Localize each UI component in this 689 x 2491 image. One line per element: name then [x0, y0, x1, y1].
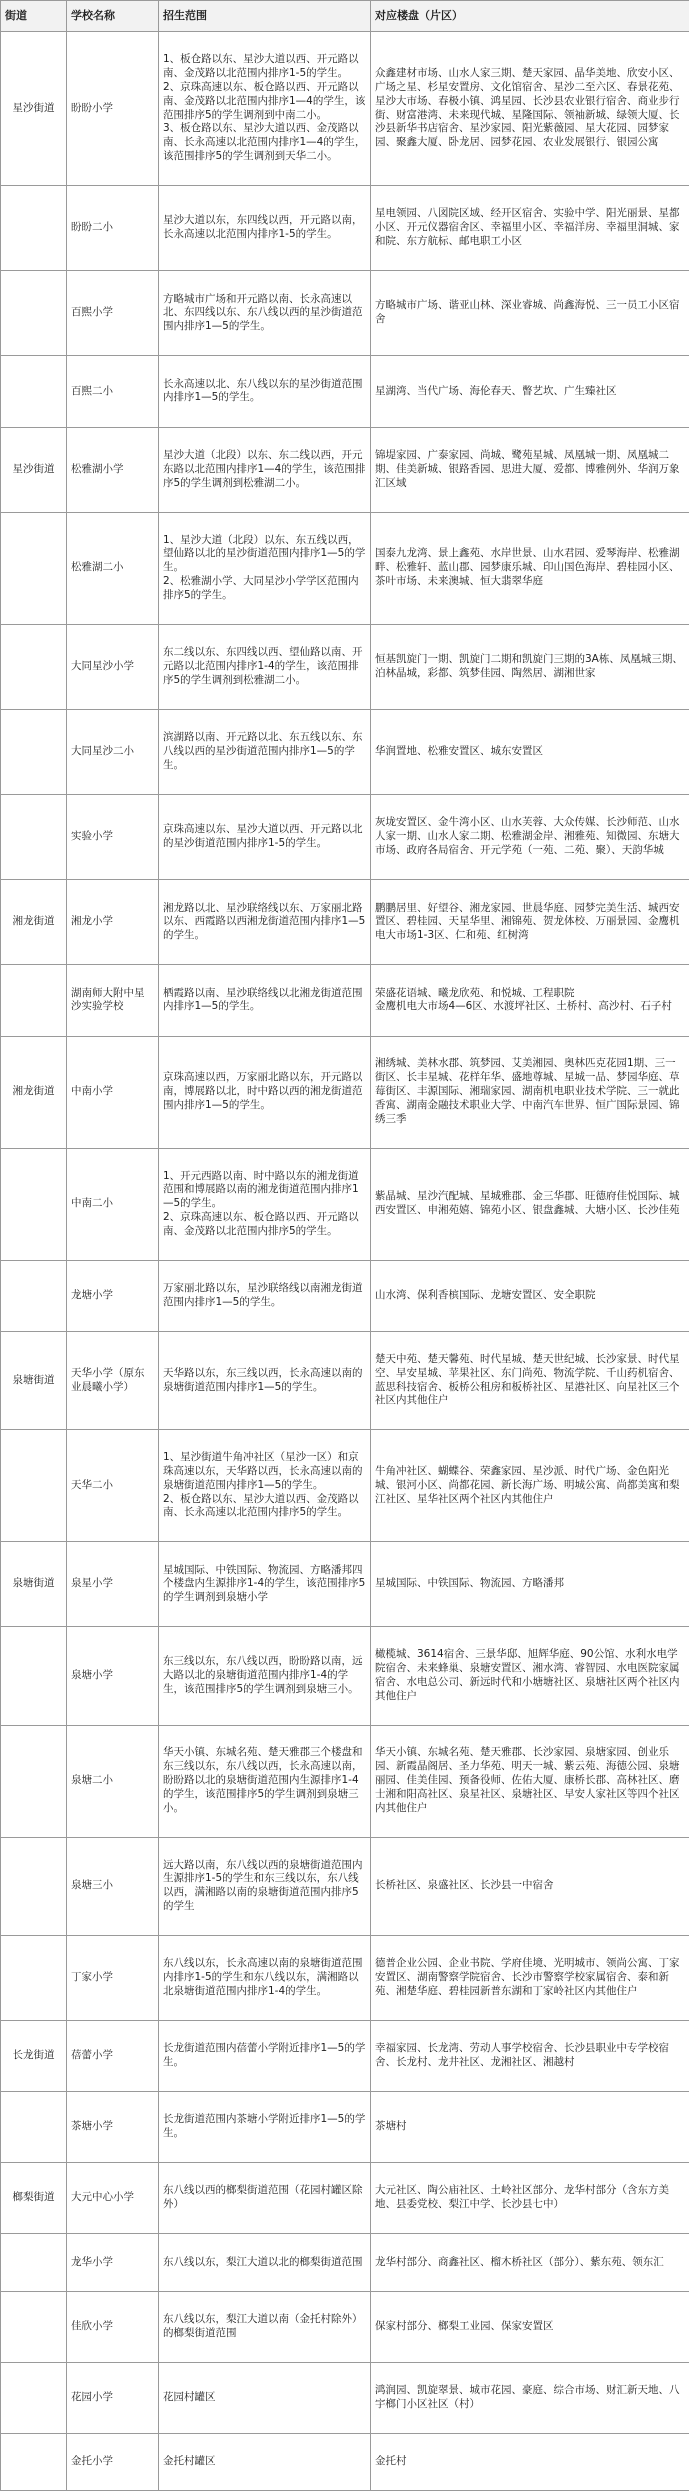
estates-cell: 星电领园、八図院区域、经开区宿舍、实验中学、阳光丽景、星都小区、开元仪器宿舍区、幸福里小区、幸福洋房、幸福里洞城、家和院、东方航标、邮电职工小区: [371, 186, 689, 271]
street-cell: 长龙街道: [1, 2020, 67, 2091]
table-row: [1, 2163, 689, 2234]
table-row: [1, 1837, 689, 1935]
enrollment-range-cell: 长永高速以北、东八线以东的星沙街道范围内排序1—5的学生。: [159, 356, 371, 427]
school-name-cell: 天华小学（原东业晨曦小学）: [67, 1331, 159, 1429]
estates-cell: 龙华村部分、商鑫社区、榴木桥社区（部分）、紫东苑、领东汇: [371, 2234, 689, 2291]
table-row: [1, 356, 689, 427]
school-name-cell: 湘龙小学: [67, 880, 159, 965]
street-cell: [1, 709, 67, 794]
table-row: [1, 624, 689, 709]
table-row: [1, 965, 689, 1036]
estates-cell: 长桥社区、泉盛社区、长沙县一中宿舍: [371, 1837, 689, 1935]
street-cell: [1, 2362, 67, 2433]
school-name-cell: 金托小学: [67, 2433, 159, 2490]
table-row: [1, 1430, 689, 1542]
header-school: 学校名称: [67, 1, 159, 32]
estates-cell: 鸿润园、凯旋翠景、城市花园、豪庭、综合市场、财汇新天地、八宇榔门小区社区（村）: [371, 2362, 689, 2433]
header-street: 街道: [1, 1, 67, 32]
school-name-cell: 中南二小: [67, 1148, 159, 1260]
street-cell: 星沙街道: [1, 32, 67, 186]
table-header: [1, 1, 689, 32]
table-body: [1, 32, 689, 2491]
street-cell: [1, 1725, 67, 1837]
enrollment-range-cell: 湘龙路以北、星沙联络线以东、万家丽北路以东、西霞路以西湘龙街道范围内排序1—5的学生。: [159, 880, 371, 965]
enrollment-range-cell: 1、星沙街道牛角冲社区（星沙一区）和京珠高速以东，天华路以西，长永高速以南的泉塘街道范围内排序1—5的学生。 2、板仓路以东、星沙大道以西、金茂路以南、长永高速以北范围内排序5的学生。: [159, 1430, 371, 1542]
street-cell: [1, 795, 67, 880]
estates-cell: 星湖湾、当代广场、海伦春天、瞥艺坎、广生臻社区: [371, 356, 689, 427]
school-name-cell: 泉星小学: [67, 1542, 159, 1627]
street-cell: [1, 1430, 67, 1542]
header-range: 招生范围: [159, 1, 371, 32]
school-name-cell: 盼盼小学: [67, 32, 159, 186]
table-row: [1, 1935, 689, 2020]
table-row: [1, 1542, 689, 1627]
table-row: [1, 1725, 689, 1837]
enrollment-range-cell: 金托村罐区: [159, 2433, 371, 2490]
estates-cell: 国泰九龙湾、景上鑫苑、水岸世景、山水君园、爱琴海岸、松雅湖畔、松雅轩、蓝山郡、园梦康乐城、印山国色海岸、碧桂园小区、茶叶市场、未来澳城、恒大翡翠华庭: [371, 512, 689, 624]
street-cell: [1, 1260, 67, 1331]
school-name-cell: 天华二小: [67, 1430, 159, 1542]
street-cell: [1, 2433, 67, 2490]
table-row: [1, 2362, 689, 2433]
street-cell: [1, 356, 67, 427]
enrollment-range-cell: 栖霞路以南、星沙联络线以北湘龙街道范围内排序1—5的学生。: [159, 965, 371, 1036]
school-name-cell: 佳欣小学: [67, 2291, 159, 2362]
street-cell: [1, 2234, 67, 2291]
table-row: [1, 2020, 689, 2091]
table-row: [1, 32, 689, 186]
school-name-cell: 松雅湖二小: [67, 512, 159, 624]
table-row: [1, 1036, 689, 1148]
school-name-cell: 盼盼二小: [67, 186, 159, 271]
school-name-cell: 百熙二小: [67, 356, 159, 427]
enrollment-range-cell: 方略城市广场和开元路以南、长永高速以北、东四线以东、东八线以西的星沙街道范围内排序1—5的学生。: [159, 271, 371, 356]
school-name-cell: 百熙小学: [67, 271, 159, 356]
enrollment-range-cell: 星城国际、中铁国际、物流园、方略潘邦四个楼盘内生源排序1-4的学生，该范围排序5的学生调剂到泉塘小学: [159, 1542, 371, 1627]
enrollment-range-cell: 东八线以东，梨江大道以北的榔梨街道范围: [159, 2234, 371, 2291]
estates-cell: 德普企业公园、企业书院、学府佳境、光明城市、领尚公寓、丁家安置区、湖南警察学院宿舍、长沙市警察学校家属宿舍、泰和新苑、湘楚华庭、碧桂园新普东湖和丁家岭社区内其他住户: [371, 1935, 689, 2020]
table-row: [1, 1627, 689, 1725]
table-row: [1, 709, 689, 794]
estates-cell: 橄榄城、3614宿舍、三景华邸、旭辉华庭、90公馆、水利水电学院宿舍、未来蜂巢、泉塘安置区、湘水湾、睿智园、水电医院家属宿舍、水电总公司、新远时代和小塘塘社区、泉塘社区两个社区内其他住户: [371, 1627, 689, 1725]
enrollment-range-cell: 京珠高速以西，万家丽北路以东，开元路以南，博展路以北，时中路以西的湘龙街道范围内排序1—5的学生。: [159, 1036, 371, 1148]
estates-cell: 恒基凯旋门一期、凯旋门二期和凯旋门三期的3A栋、凤凰城三期、泊林晶城，彩都、筑梦佳园、陶然居、湖湘世家: [371, 624, 689, 709]
school-name-cell: 龙塘小学: [67, 1260, 159, 1331]
enrollment-range-cell: 星沙大道以东，东四线以西，开元路以南，长永高速以北范围内排序1-5的学生。: [159, 186, 371, 271]
estates-cell: 荣盛花语城、曦龙欣苑、和悦城、工程职院 金鹰机电大市场4—6区、水渡坪社区、土桥村、高沙村、石子村: [371, 965, 689, 1036]
estates-cell: 星城国际、中铁国际、物流园、方略潘邦: [371, 1542, 689, 1627]
street-cell: 湘龙街道: [1, 880, 67, 965]
street-cell: 榔梨街道: [1, 2163, 67, 2234]
estates-cell: 幸福家园、长龙湾、劳动人事学校宿舍、长沙县职业中专学校宿舍、长龙村、龙井社区、龙湘社区、湘越村: [371, 2020, 689, 2091]
estates-cell: 华润置地、松雅安置区、城东安置区: [371, 709, 689, 794]
street-cell: [1, 512, 67, 624]
enrollment-range-cell: 京珠高速以东、星沙大道以西、开元路以北的星沙街道范围内排序1-5的学生。: [159, 795, 371, 880]
street-cell: 泉塘街道: [1, 1542, 67, 1627]
school-name-cell: 茶塘小学: [67, 2092, 159, 2163]
table-row: [1, 1148, 689, 1260]
enrollment-range-cell: 华天小镇、东城名苑、楚天雅郡三个楼盘和东三线以东，东八线以西，长永高速以南，盼盼路以北的泉塘街道范围内生源排序1-4的学生，该范围排序5的学生调剂到泉塘三小。: [159, 1725, 371, 1837]
street-cell: [1, 1837, 67, 1935]
estates-cell: 保家村部分、榔梨工业园、保家安置区: [371, 2291, 689, 2362]
street-cell: [1, 1148, 67, 1260]
table-row: [1, 2234, 689, 2291]
street-cell: 星沙街道: [1, 427, 67, 512]
school-name-cell: 大元中心小学: [67, 2163, 159, 2234]
street-cell: [1, 271, 67, 356]
enrollment-range-cell: 长龙街道范围内蓓蕾小学附近排序1—5的学生。: [159, 2020, 371, 2091]
table-row: [1, 1331, 689, 1429]
school-name-cell: 中南小学: [67, 1036, 159, 1148]
enrollment-range-cell: 1、星沙大道（北段）以东、东五线以西，望仙路以北的星沙街道范围内排序1—5的学生。 2、松雅湖小学、大同星沙小学学区范围内排序5的学生。: [159, 512, 371, 624]
table-row: [1, 2291, 689, 2362]
estates-cell: 灰垅安置区、金牛湾小区、山水芙蓉、大众传媒、长沙师范、山水人家一期、山水人家二期、松雅湖金岸、湘雅苑、知微园、东塘大市场、政府各局宿舍、开元学苑（一苑、二苑、聚）、天韵华城: [371, 795, 689, 880]
street-cell: [1, 1627, 67, 1725]
school-name-cell: 松雅湖小学: [67, 427, 159, 512]
enrollment-range-cell: 远大路以南，东八线以西的泉塘街道范围内生源排序1-5的学生和东三线以东，东八线以西，满湘路以南的泉塘街道范围内排序5的学生: [159, 1837, 371, 1935]
estates-cell: 牛角冲社区、蝴蝶谷、荣鑫家园、星沙派、时代广场、金色阳光城、银河小区、尚都花园、新长海广场、明城公寓、尚都美寓和梨江社区、星华社区两个社区内其他住户: [371, 1430, 689, 1542]
table-row: [1, 2433, 689, 2490]
estates-cell: 茶塘村: [371, 2092, 689, 2163]
enrollment-range-cell: 星沙大道（北段）以东、东二线以西，开元东路以北范围内排序1—4的学生，该范围排序5的学生调剂到松雅湖二小。: [159, 427, 371, 512]
school-name-cell: 龙华小学: [67, 2234, 159, 2291]
estates-cell: 山水湾、保利香槟国际、龙塘安置区、安全职院: [371, 1260, 689, 1331]
estates-cell: 鹏鹏居里、好望谷、湘龙家园、世晨华庭、园梦完美生活、城西安置区、碧桂园、天星华里、湘锦苑、贺龙体校、万丽景园、金鹰机电大市场1-3区、仁和苑、红树湾: [371, 880, 689, 965]
estates-cell: 方略城市广场、谐亚山林、深业睿城、尚鑫海悦、三一员工小区宿舍: [371, 271, 689, 356]
street-cell: 湘龙街道: [1, 1036, 67, 1148]
enrollment-range-cell: 天华路以东，东三线以西，长永高速以南的泉塘街道范围内排序1—5的学生。: [159, 1331, 371, 1429]
table-row: [1, 512, 689, 624]
table-row: [1, 2092, 689, 2163]
estates-cell: 湘绣城、美林水郡、筑梦园、艾美湘园、奥林匹克花园1期、三一街区、长丰星城、花样年华、盛地尊城、星城一品、梦园华庭、草莓街区、丰源国际、湘瑞家园、湖南机电职业技术学院、三一就此香寓、湖南金融技术职业大学、中南汽车世界、恒广国际景园、锦绣三季: [371, 1036, 689, 1148]
enrollment-range-cell: 东八线以东，梨江大道以南（金托村除外）的榔梨街道范围: [159, 2291, 371, 2362]
table-row: [1, 271, 689, 356]
table-row: [1, 1260, 689, 1331]
school-name-cell: 大同星沙二小: [67, 709, 159, 794]
enrollment-range-cell: 滨湖路以南、开元路以北、东五线以东、东八线以西的星沙街道范围内排序1—5的学生。: [159, 709, 371, 794]
school-name-cell: 湖南师大附中星沙实验学校: [67, 965, 159, 1036]
school-name-cell: 泉塘三小: [67, 1837, 159, 1935]
school-name-cell: 丁家小学: [67, 1935, 159, 2020]
estates-cell: 华天小镇、东城名苑、楚天雅郡、长沙家园、泉塘家园、创业乐园、新霞晶阁居、圣力华苑、明天一城、紫云苑、海德公园、泉塘丽园、佳美佳园、预备役师、佐佑大厦、康桥长郡、高林社区、磨士湘和阳高社区、泉星社区、泉塘社区、早安人家社区等四个社区内其他住户: [371, 1725, 689, 1837]
school-name-cell: 花园小学: [67, 2362, 159, 2433]
enrollment-range-cell: 1、开元西路以南、时中路以东的湘龙街道范围和博展路以南的湘龙街道范围内排序1—5的学生。 2、京珠高速以东、板仓路以西、开元路以南、金茂路以北范围内排序5的学生。: [159, 1148, 371, 1260]
table-row: [1, 795, 689, 880]
enrollment-range-cell: 东八线以西的榔梨街道范围（花园村罐区除外）: [159, 2163, 371, 2234]
enrollment-range-cell: 东八线以东，长永高速以南的泉塘街道范围内排序1-5的学生和东八线以东，满湘路以北泉塘街道范围内排序1-4的学生。: [159, 1935, 371, 2020]
street-cell: [1, 965, 67, 1036]
enrollment-range-cell: 1、板仓路以东、星沙大道以西、开元路以南、金茂路以北范围内排序1-5的学生。 2、京珠高速以东、板仓路以西、开元路以南、金茂路以北范围内排序1—4的学生，该范围排序5的学生调剂到中南二小。 3、板仓路以东、星沙大道以西、金茂路以南、长永高速以北范围内排序1—4的学生，该范围排序5的学生调剂到天华二小。: [159, 32, 371, 186]
estates-cell: 大元社区、陶公庙社区、土岭社区部分、龙华村部分（含东方美地、县委党校、梨江中学、长沙县七中）: [371, 2163, 689, 2234]
estates-cell: 紫晶城、星沙汽配城、星城雅郡、金三华郡、旺德府佳悦国际、城西安置区、申湘苑嬉、锦苑小区、银盘鑫城、大塘小区、长沙佳苑: [371, 1148, 689, 1260]
street-cell: [1, 2092, 67, 2163]
estates-cell: 金托村: [371, 2433, 689, 2490]
street-cell: [1, 624, 67, 709]
street-cell: [1, 2291, 67, 2362]
enrollment-range-cell: 万家丽北路以东，星沙联络线以南湘龙街道范围内排序1—5的学生。: [159, 1260, 371, 1331]
school-name-cell: 泉塘二小: [67, 1725, 159, 1837]
enrollment-range-cell: 长龙街道范围内茶塘小学附近排序1—5的学生。: [159, 2092, 371, 2163]
street-cell: [1, 1935, 67, 2020]
estates-cell: 楚天中苑、楚天馨苑、时代星城、楚天世纪城、长沙家景、时代星空、早安星城、苹果社区、东门尚苑、物流学院、千山药机宿舍、蓝思科技宿舍、板桥公租房和板桥社区、星港社区、向星社区三个社区内其他住户: [371, 1331, 689, 1429]
school-name-cell: 实验小学: [67, 795, 159, 880]
table-row: [1, 880, 689, 965]
estates-cell: 锦堤家园、广泰家园、尚城、鹭苑星城、凤凰城一期、凤凰城二期、佳美新城、银路香园、思进大厦、爱都、博雅例外、华润万象汇区域: [371, 427, 689, 512]
table-row: [1, 186, 689, 271]
table-row: [1, 427, 689, 512]
street-cell: [1, 186, 67, 271]
street-cell: 泉塘街道: [1, 1331, 67, 1429]
enrollment-range-cell: 东三线以东，东八线以西，盼盼路以南，远大路以北的泉塘街道范围内排序1-4的学生，该范围排序5的学生调剂到泉塘三小。: [159, 1627, 371, 1725]
enrollment-range-cell: 东二线以东、东四线以西、望仙路以南、开元路以北范围内排序1-4的学生，该范围排序5的学生调剂到松雅湖二小。: [159, 624, 371, 709]
school-name-cell: 大同星沙小学: [67, 624, 159, 709]
school-name-cell: 泉塘小学: [67, 1627, 159, 1725]
estates-cell: 众鑫建材市场、山水人家三期、楚天家园、晶华美地、欣安小区、广场之星、杉星安置房、文化馆宿舍、星沙二至六区、春景花苑、星沙大市场、春极小镇、鸿星园、长沙县农业银行宿舍、商业步行街、财富港湾、未来现代城、星隆国际、领袖新城、绿领大厦、长沙县新华书店宿舍、星沙家园、阳光紫薇园、星大花园、园梦家园、聚鑫大厦、卧龙居、园梦花园、农业发展银行、银园公寓: [371, 32, 689, 186]
header-estates: 对应楼盘（片区）: [371, 1, 689, 32]
header-row: [1, 1, 689, 32]
enrollment-range-cell: 花园村罐区: [159, 2362, 371, 2433]
school-name-cell: 蓓蕾小学: [67, 2020, 159, 2091]
